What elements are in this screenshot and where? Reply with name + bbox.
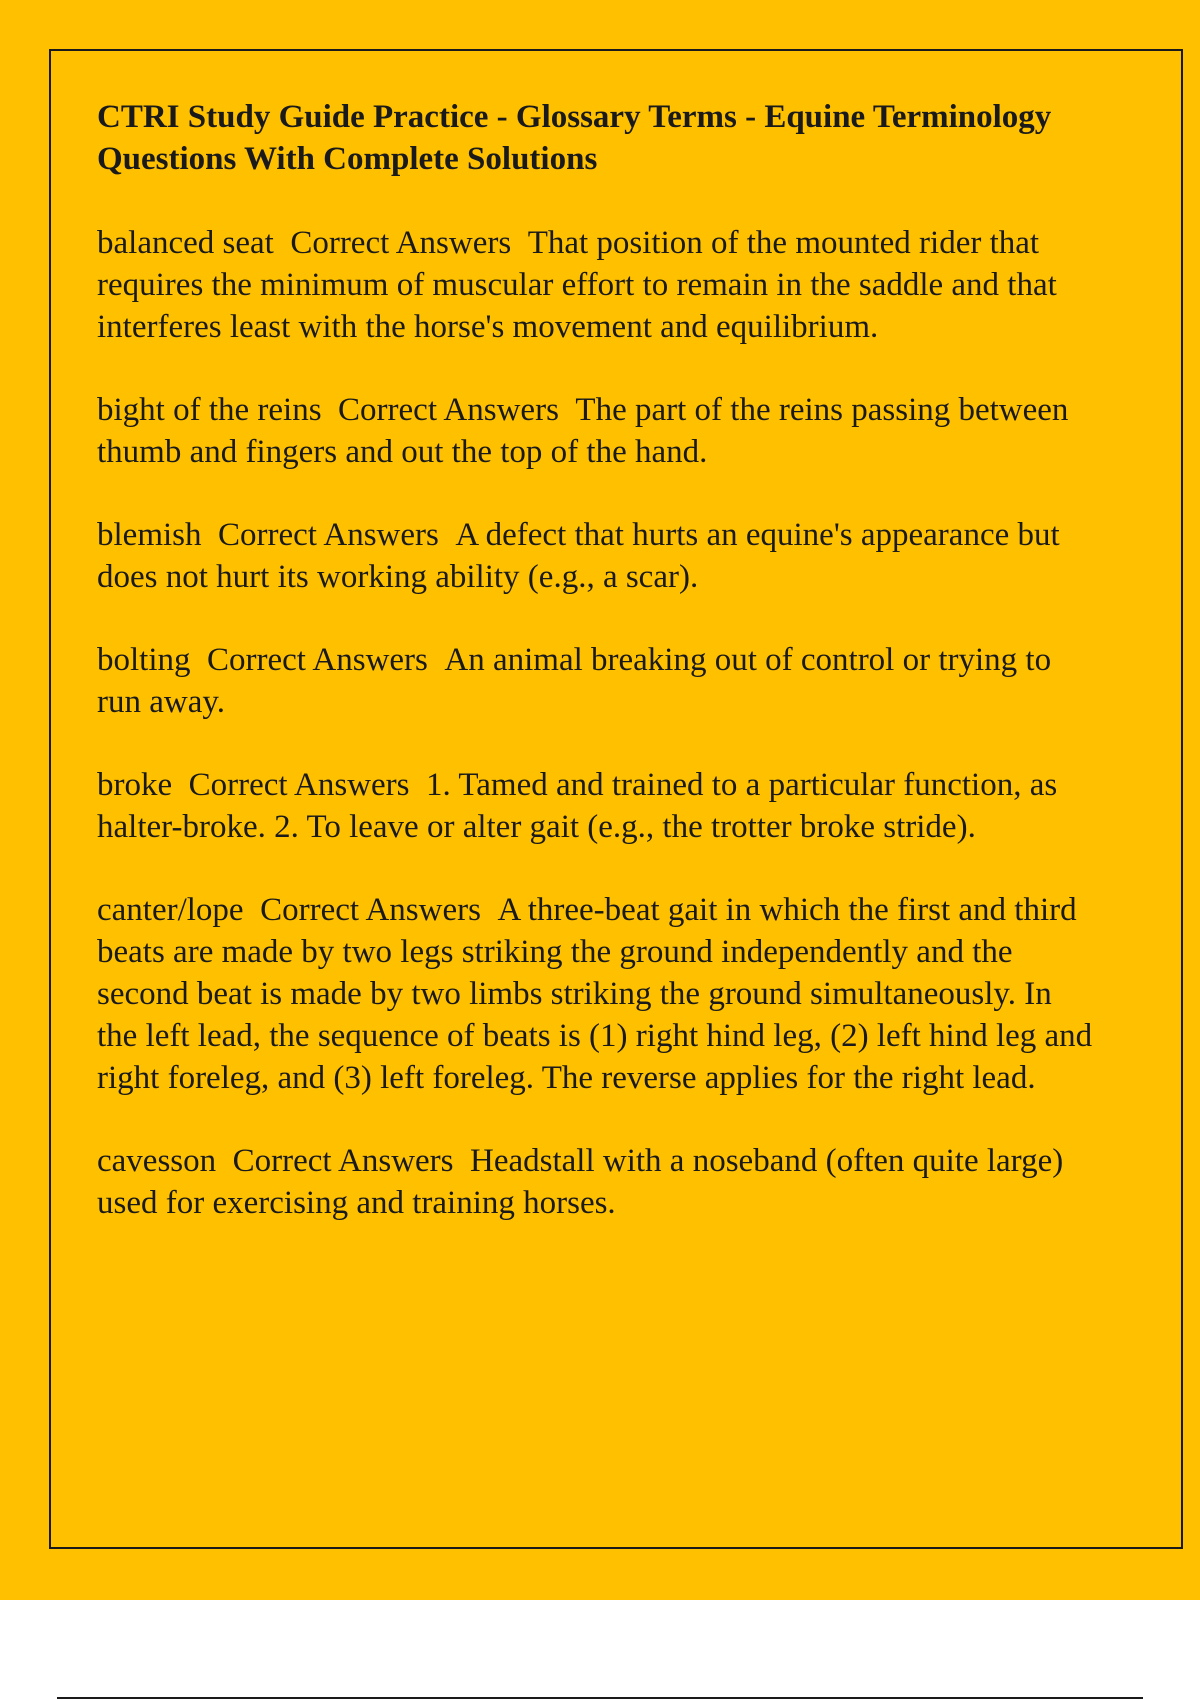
entry-answer-marker: Correct Answers	[338, 392, 559, 428]
entry-definition: The part of the reins passing between thumb and fingers and out the top of the hand.	[97, 392, 1069, 470]
entry-term: cavesson	[97, 1143, 217, 1179]
document-title: CTRI Study Guide Practice - Glossary Terms - Equine Terminology Questions With Complete Solutions	[97, 99, 1052, 177]
glossary-entry-cavesson	[97, 1140, 1097, 1224]
entry-definition: That position of the mounted rider that requires the minimum of muscular effort to remain in the saddle and that interferes least with the horse's movement and equilibrium.	[97, 225, 1057, 345]
entry-answer-marker: Correct Answers	[207, 642, 428, 678]
entry-definition: A defect that hurts an equine's appearance but does not hurt its working ability (e.g., a scar).	[97, 517, 1060, 595]
glossary-entry-canter-lope	[97, 889, 1097, 1099]
entry-answer-marker: Correct Answers	[290, 225, 512, 261]
glossary-entry-blemish	[97, 514, 1097, 598]
document-body	[97, 96, 1097, 1265]
footer-rule	[57, 1697, 1143, 1699]
entry-term: bight of the reins	[97, 392, 322, 428]
entry-term: broke	[97, 767, 173, 803]
entry-term: balanced seat	[97, 225, 274, 261]
glossary-entry-bolting	[97, 639, 1097, 723]
entry-definition: Headstall with a noseband (often quite large) used for exercising and training horses.	[97, 1143, 1064, 1221]
entry-answer-marker: Correct Answers	[232, 1143, 454, 1179]
entry-term: canter/lope	[97, 892, 244, 928]
glossary-entry-balanced-seat	[97, 222, 1097, 348]
entry-answer-marker: Correct Answers	[260, 892, 481, 928]
entry-term: bolting	[97, 642, 191, 678]
glossary-entry-broke	[97, 764, 1097, 848]
entry-answer-marker: Correct Answers	[188, 767, 410, 803]
entry-definition: A three-beat gait in which the first and third beats are made by two legs striking the ground independently and the second beat is made by two limbs striking the ground simultaneously. In the left lead, the sequence of beats is (1) right hind leg, (2) left hind leg and right foreleg, and (3) left foreleg. The reverse applies for the right lead.	[97, 892, 1093, 1096]
entry-answer-marker: Correct Answers	[218, 517, 439, 553]
entry-definition: 1. Tamed and trained to a particular function, as halter-broke. 2. To leave or alter gait (e.g., the trotter broke stride).	[97, 767, 1058, 845]
entry-term: blemish	[97, 517, 202, 553]
entry-definition: An animal breaking out of control or trying to run away.	[97, 642, 1052, 720]
glossary-entry-bight-of-the-reins	[97, 389, 1097, 473]
